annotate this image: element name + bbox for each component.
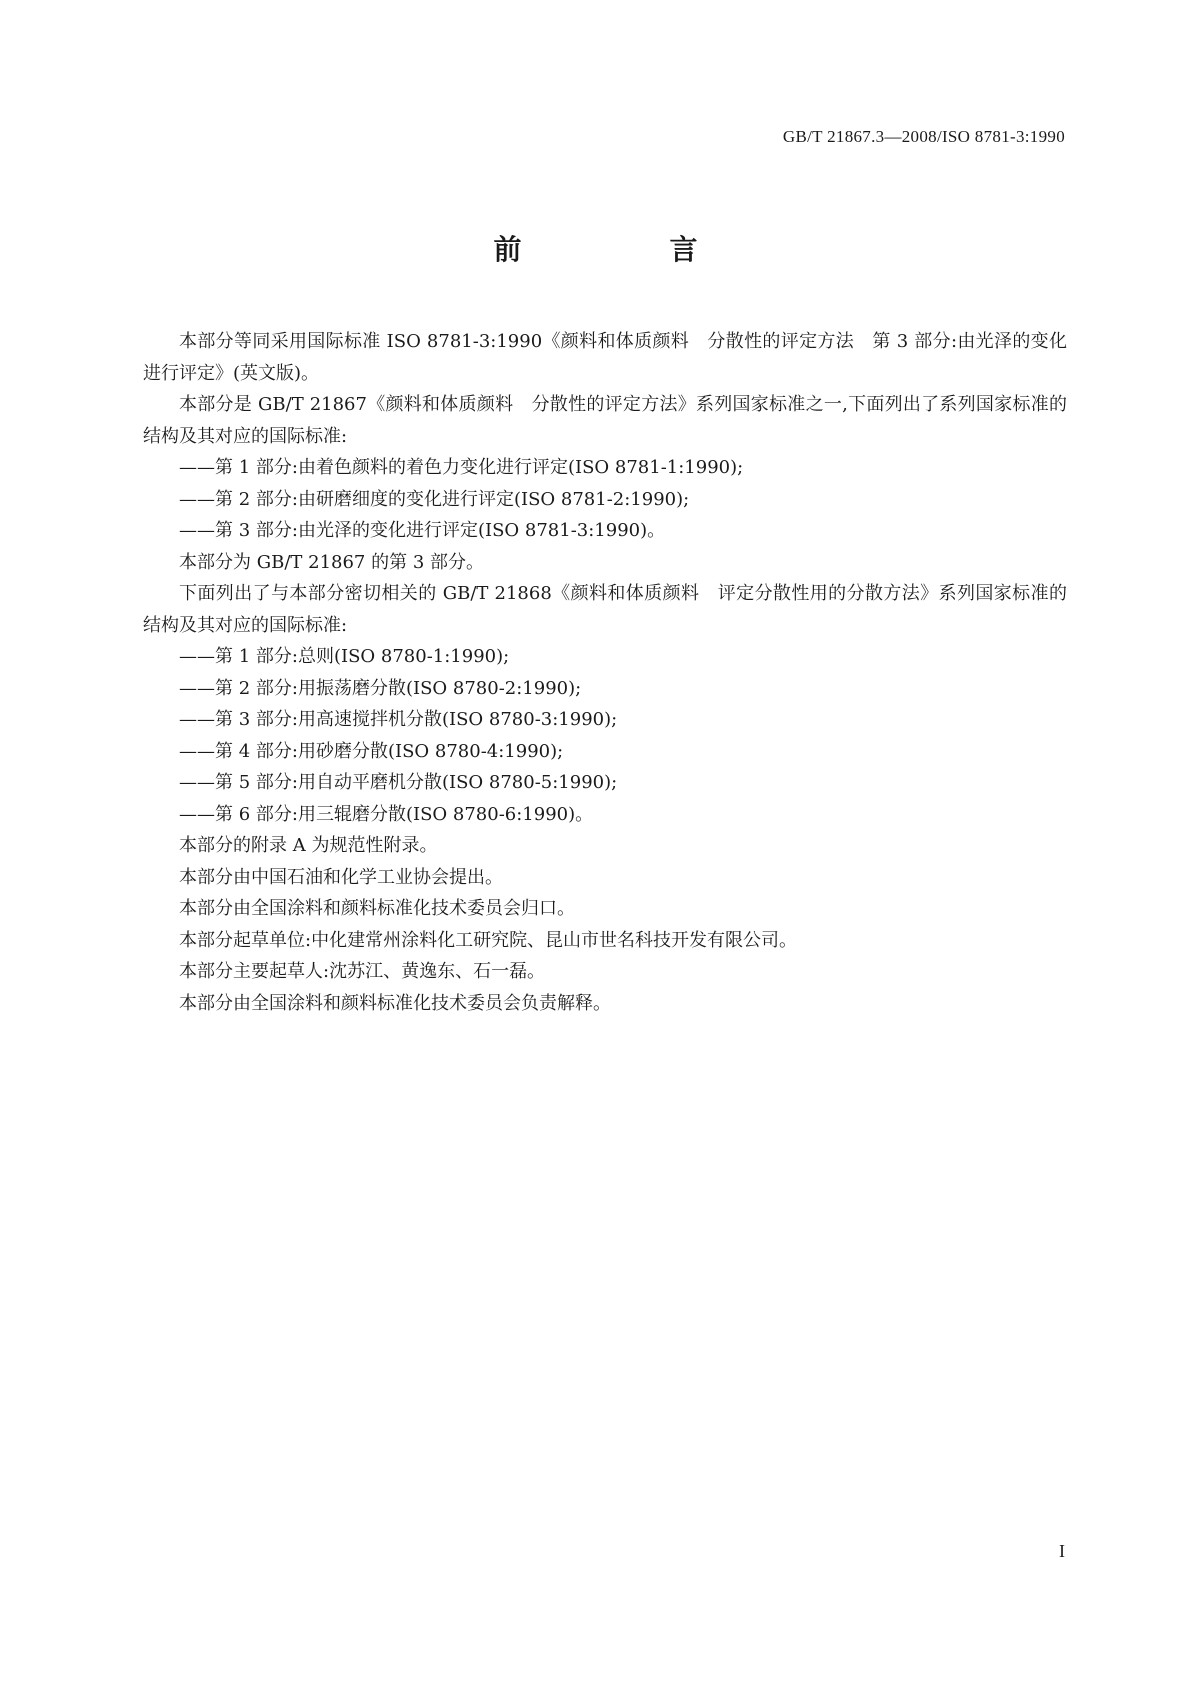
page-number: I bbox=[1059, 1541, 1065, 1561]
paragraph-series-gbt21868: 下面列出了与本部分密切相关的 GB/T 21868《颜料和体质颜料 评定分散性用的分散方法》系列国家标准的结构及其对应的国际标准: bbox=[143, 583, 1067, 636]
list-item: ——第 2 部分:用振荡磨分散(ISO 8780-2:1990); bbox=[179, 677, 582, 699]
standard-code-header: GB/T 21867.3—2008/ISO 8781-3:1990 bbox=[782, 127, 1065, 146]
paragraph-part-number: 本部分为 GB/T 21867 的第 3 部分。 bbox=[179, 551, 484, 573]
paragraph-drafting-units: 本部分起草单位:中化建常州涂料化工研究院、昆山市世名科技开发有限公司。 bbox=[179, 929, 798, 951]
list-item: ——第 4 部分:用砂磨分散(ISO 8780-4:1990); bbox=[179, 740, 564, 762]
paragraph-proposed-by: 本部分由中国石油和化学工业协会提出。 bbox=[179, 866, 503, 888]
paragraph-series-gbt21867: 本部分是 GB/T 21867《颜料和体质颜料 分散性的评定方法》系列国家标准之一,下面列出了系列国家标准的结构及其对应的国际标准: bbox=[143, 394, 1067, 447]
page-title: 前 言 bbox=[493, 233, 758, 266]
paragraph-annex: 本部分的附录 A 为规范性附录。 bbox=[179, 835, 438, 856]
foreword-body bbox=[143, 326, 1067, 1019]
paragraph-interpretation: 本部分由全国涂料和颜料标准化技术委员会负责解释。 bbox=[179, 992, 611, 1014]
list-item: ——第 3 部分:用高速搅拌机分散(ISO 8780-3:1990); bbox=[179, 709, 618, 730]
list-item: ——第 3 部分:由光泽的变化进行评定(ISO 8781-3:1990)。 bbox=[179, 520, 666, 541]
paragraph-adoption: 本部分等同采用国际标准 ISO 8781-3:1990《颜料和体质颜料 分散性的评定方法 第 3 部分:由光泽的变化进行评定》(英文版)。 bbox=[143, 331, 1067, 384]
list-item: ——第 1 部分:总则(ISO 8780-1:1990); bbox=[179, 646, 510, 667]
paragraph-drafters: 本部分主要起草人:沈苏江、黄逸东、石一磊。 bbox=[179, 961, 546, 982]
list-item: ——第 2 部分:由研磨细度的变化进行评定(ISO 8781-2:1990); bbox=[179, 488, 690, 510]
paragraph-centralized-by: 本部分由全国涂料和颜料标准化技术委员会归口。 bbox=[179, 898, 575, 919]
list-item: ——第 1 部分:由着色颜料的着色力变化进行评定(ISO 8781-1:1990); bbox=[179, 457, 744, 478]
list-item: ——第 6 部分:用三辊磨分散(ISO 8780-6:1990)。 bbox=[179, 803, 594, 825]
list-item: ——第 5 部分:用自动平磨机分散(ISO 8780-5:1990); bbox=[179, 772, 618, 793]
